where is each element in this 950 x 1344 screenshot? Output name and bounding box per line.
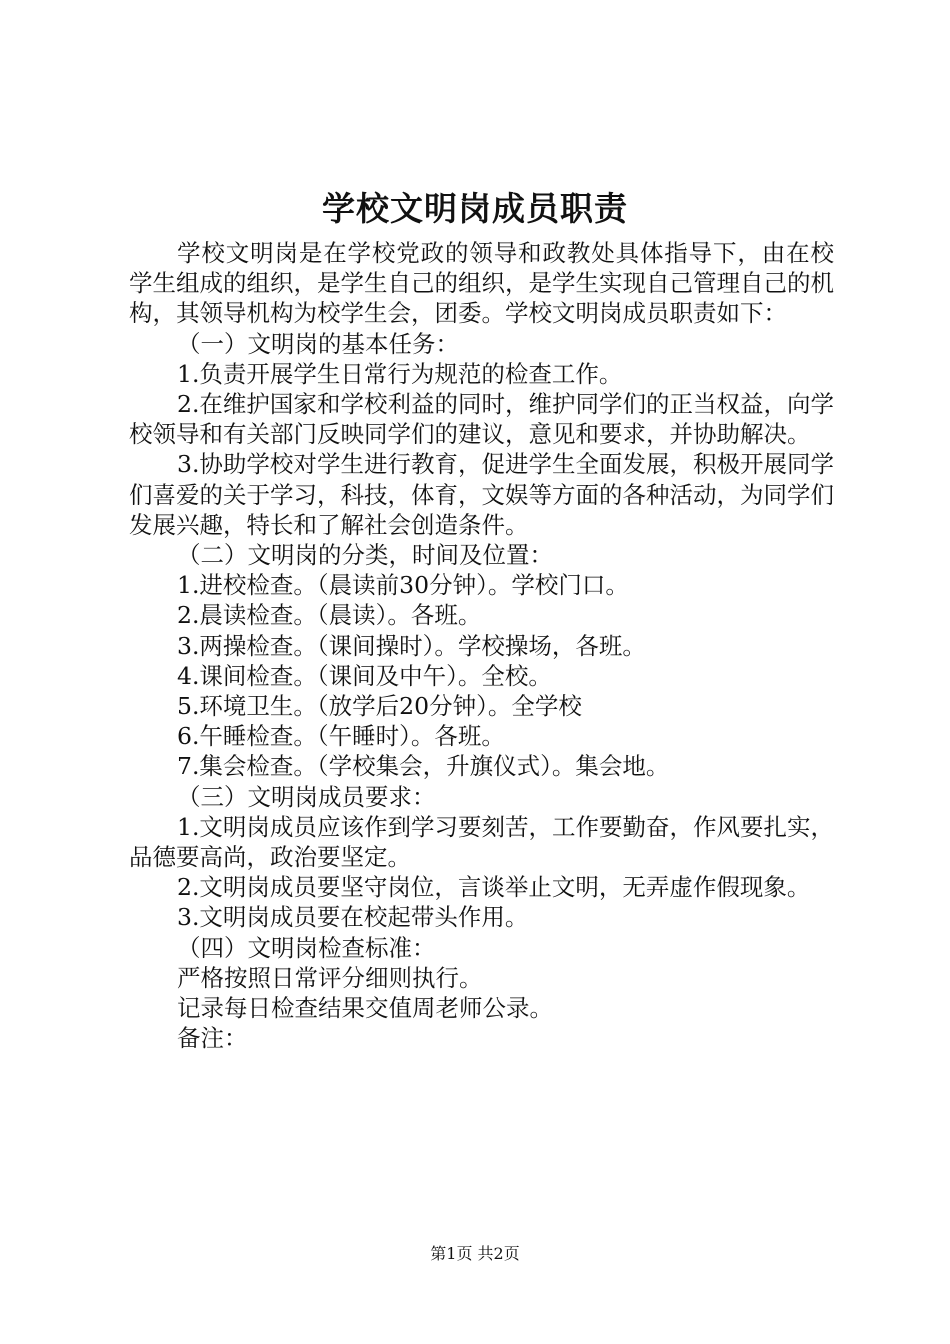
list-item: 1.进校检查。（晨读前30分钟）。学校门口。 <box>177 571 629 600</box>
section-heading-3: （三）文明岗成员要求： <box>177 782 436 811</box>
section-heading-4: （四）文明岗检查标准： <box>177 933 436 962</box>
list-item: 1.负责开展学生日常行为规范的检查工作。 <box>177 359 623 388</box>
list-item: 记录每日检查结果交值周老师公录。 <box>177 994 553 1023</box>
list-item: 1.文明岗成员应该作到学习要刻苦，工作要勤奋，作风要扎实，品德要高尚，政治要坚定。 <box>129 812 834 872</box>
list-item: 严格按照日常评分细则执行。 <box>177 963 483 992</box>
list-item: 5.环境卫生。（放学后20分钟）。全学校 <box>177 692 582 721</box>
intro-paragraph: 学校文明岗是在学校党政的领导和政教处具体指导下，由在校学生组成的组织，是学生自己的组织，是学生实现自己管理自己的机构，其领导机构为校学生会，团委。学校文明岗成员职责如下： <box>129 239 834 328</box>
list-item: 7.集会检查。（学校集会，升旗仪式）。集会地。 <box>177 752 670 781</box>
list-item: 2.在维护国家和学校利益的同时，维护同学们的正当权益，向学校领导和有关部门反映同学们的建议，意见和要求，并协助解决。 <box>129 390 834 449</box>
section-heading-2: （二）文明岗的分类，时间及位置： <box>177 541 553 570</box>
list-item: 3.文明岗成员要在校起带头作用。 <box>177 903 529 932</box>
section-heading-1: （一）文明岗的基本任务： <box>177 329 459 358</box>
list-item: 4.课间检查。（课间及中午）。全校。 <box>177 661 552 690</box>
list-item: 6.午睡检查。（午睡时）。各班。 <box>177 722 505 751</box>
list-item: 3.协助学校对学生进行教育，促进学生全面发展，积极开展同学们喜爱的关于学习，科技，体育，文娱等方面的各种活动，为同学们发展兴趣，特长和了解社会创造条件。 <box>129 450 834 539</box>
list-item: 2.晨读检查。（晨读）。各班。 <box>177 601 482 630</box>
document-body <box>129 238 834 1053</box>
document-title: 学校文明岗成员职责 <box>322 189 628 228</box>
list-item: 3.两操检查。（课间操时）。学校操场，各班。 <box>177 631 646 660</box>
page-number: 第1页 共2页 <box>430 1244 520 1263</box>
notes-label: 备注： <box>177 1024 248 1053</box>
list-item: 2.文明岗成员要坚守岗位，言谈举止文明，无弄虚作假现象。 <box>177 873 811 902</box>
